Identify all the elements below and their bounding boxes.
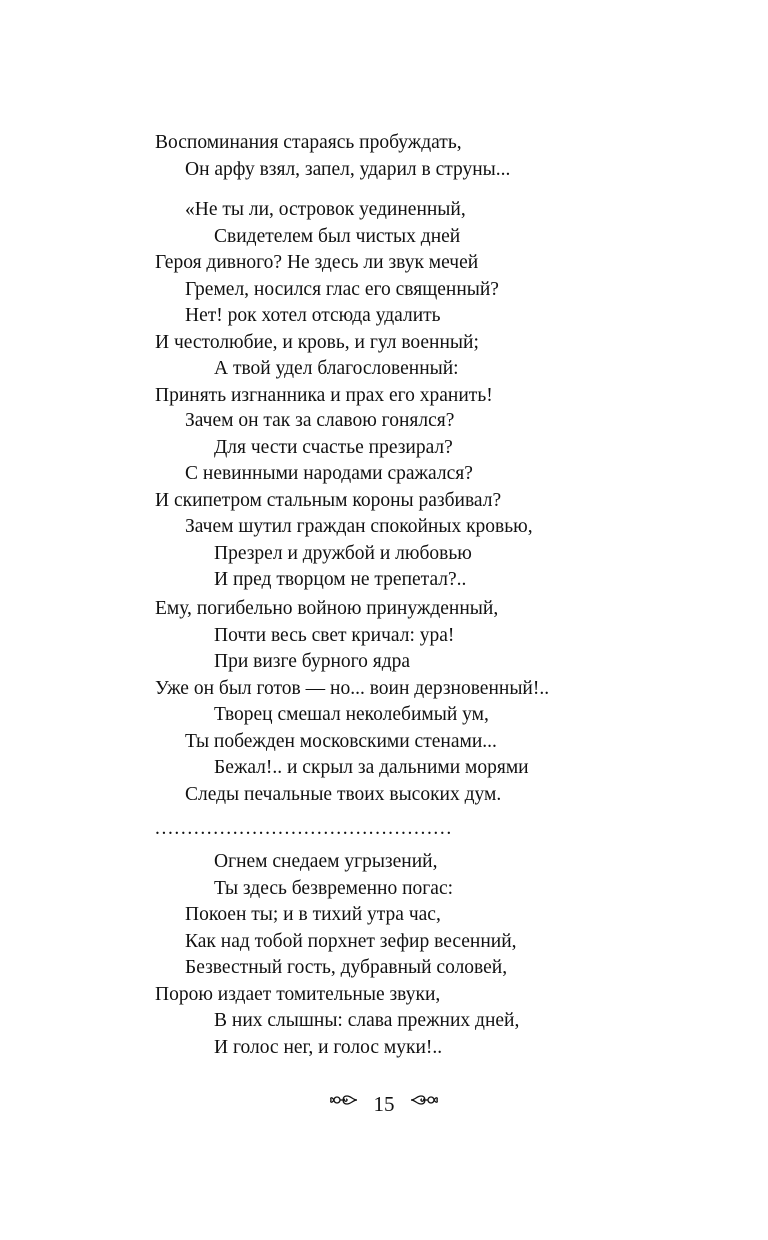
verse-line: Творец смешал неколебимый ум, bbox=[214, 704, 489, 725]
verse-line: Ему, погибельно войною принужденный, bbox=[155, 598, 499, 619]
verse-line: Следы печальные твоих высоких дум. bbox=[185, 784, 502, 805]
verse-line: Зачем он так за славою гонялся? bbox=[185, 410, 455, 431]
page-footer bbox=[0, 1090, 768, 1117]
verse-line: Принять изгнанника и прах его хранить! bbox=[155, 385, 493, 406]
verse-line: Порою издает томительные звуки, bbox=[155, 984, 441, 1005]
verse-line: И честолюбие, и кровь, и гул военный; bbox=[155, 332, 479, 353]
verse-line: В них слышны: слава прежних дней, bbox=[214, 1010, 520, 1031]
verse-line: А твой удел благословенный: bbox=[214, 358, 459, 379]
verse-line: И голос нег, и голос муки!.. bbox=[214, 1037, 443, 1058]
verse-line: Покоен ты; и в тихий утра час, bbox=[185, 904, 441, 925]
verse-line: «Не ты ли, островок уединенный, bbox=[185, 199, 466, 220]
verse-line: Зачем шутил граждан спокойных кровью, bbox=[185, 516, 533, 537]
verse-line: Почти весь свет кричал: ура! bbox=[214, 625, 455, 646]
verse-line: Ты здесь безвременно погас: bbox=[214, 878, 454, 899]
verse-line: Гремел, носился глас его священный? bbox=[185, 279, 499, 300]
verse-line: Презрел и дружбой и любовью bbox=[214, 543, 472, 564]
verse-line: И скипетром стальным короны разбивал? bbox=[155, 490, 502, 511]
verse-line: Уже он был готов — но... воин дерзновенный!.. bbox=[155, 678, 550, 699]
verse-line: Для чести счастье презирал? bbox=[214, 437, 453, 458]
page-number: 15 bbox=[373, 1091, 395, 1116]
verse-line: И пред творцом не трепетал?.. bbox=[214, 569, 467, 590]
verse-line: При визге бурного ядра bbox=[214, 651, 411, 672]
verse-line: С невинными народами сражался? bbox=[185, 463, 473, 484]
verse-line: Бежал!.. и скрыл за дальними морями bbox=[214, 757, 529, 778]
verse-line: Огнем снедаем угрызений, bbox=[214, 851, 438, 872]
verse-line: Героя дивного? Не здесь ли звук мечей bbox=[155, 252, 479, 273]
ellipsis-separator: .............................................. bbox=[155, 818, 453, 839]
verse-line: Безвестный гость, дубравный соловей, bbox=[185, 957, 508, 978]
right-ornament-icon bbox=[409, 1091, 439, 1117]
verse-line: Как над тобой порхнет зефир весенний, bbox=[185, 931, 517, 952]
verse-line: Свидетелем был чистых дней bbox=[214, 226, 461, 247]
left-ornament-icon bbox=[329, 1091, 359, 1117]
verse-line: Воспоминания стараясь пробуждать, bbox=[155, 132, 462, 153]
verse-line: Ты побежден московскими стенами... bbox=[185, 731, 497, 752]
verse-line: Нет! рок хотел отсюда удалить bbox=[185, 305, 441, 326]
verse-line: Он арфу взял, запел, ударил в струны... bbox=[185, 159, 511, 180]
